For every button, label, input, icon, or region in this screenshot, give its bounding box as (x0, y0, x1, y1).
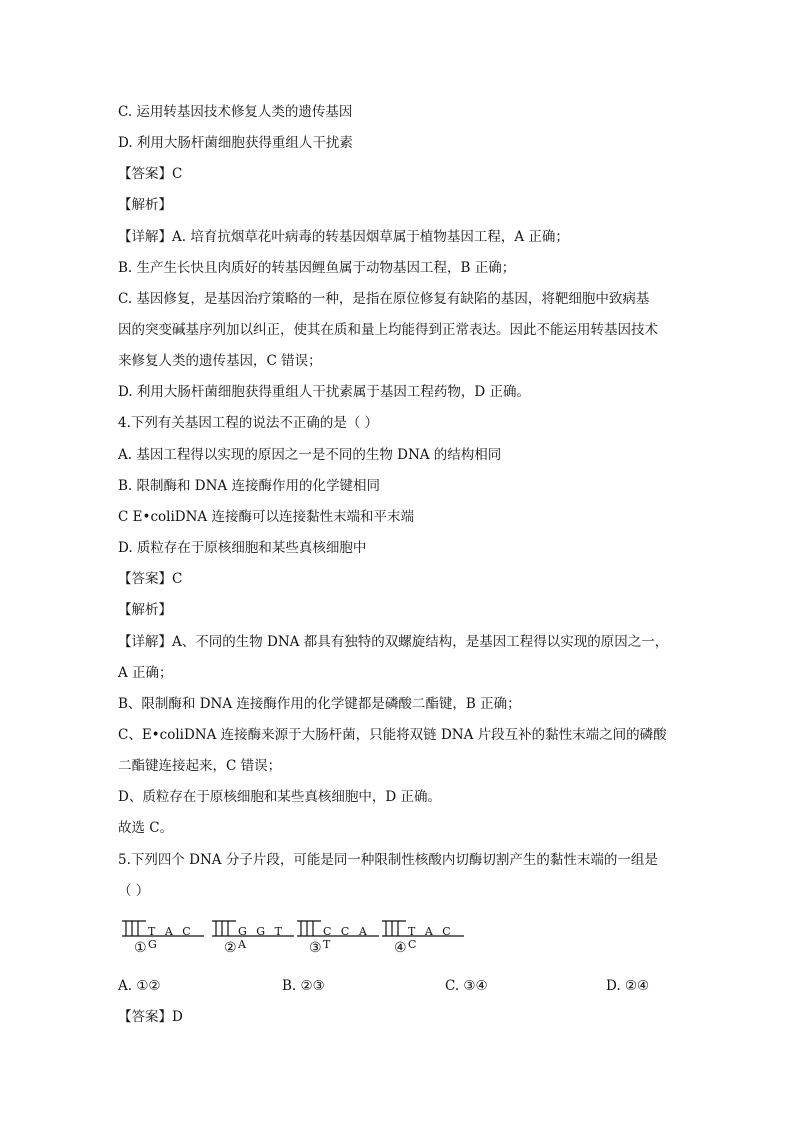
dna-fragment-1 (120, 918, 210, 960)
text-line: D. 利用大肠杆菌细胞获得重组人干扰素 (118, 135, 353, 151)
choice-a: A. ①② (118, 978, 161, 994)
dna-sequence: T A C G (148, 925, 194, 951)
dna-fragment-3 (295, 918, 385, 960)
text-line: B. 生产生长快且肉质好的转基因鲤鱼属于动物基因工程，B 正确； (118, 260, 516, 276)
text-line: 【详解】A、不同的生物 DNA 都具有独特的双螺旋结构，是基因工程得以实现的原因之一， (118, 634, 669, 650)
answer-label: 【答案】D (118, 1009, 183, 1025)
fragment-number: ① (134, 940, 147, 956)
analysis-label: 【解析】 (118, 197, 172, 213)
text-line: 因的突变碱基序列加以纠正，使其在质和量上均能得到正常表达。因此不能运用转基因技术 (118, 322, 658, 338)
text-line: 二酯键连接起来，C 错误； (118, 758, 282, 774)
text-line: C. 基因修复，是基因治疗策略的一种，是指在原位修复有缺陷的基因，将靶细胞中致病基 (118, 291, 650, 307)
text-line: 【详解】A. 培育抗烟草花叶病毒的转基因烟草属于植物基因工程，A 正确； (118, 229, 569, 245)
answer-label: 【答案】C (118, 571, 183, 587)
choice-b: B. ②③ (282, 978, 325, 994)
text-line: 故选 C。 (118, 820, 174, 836)
dna-sequence: C C A T (323, 925, 370, 951)
dna-sequence: G G T A (238, 925, 285, 951)
text-line: A 正确； (118, 665, 173, 681)
dna-fragment-2 (210, 918, 300, 960)
analysis-label: 【解析】 (118, 602, 172, 618)
fragment-number: ② (224, 940, 237, 956)
question-title: 4.下列有关基因工程的说法不正确的是（ ） (118, 415, 379, 431)
dna-fragment-4 (380, 918, 470, 960)
text-line: D. 利用大肠杆菌细胞获得重组人干扰素属于基因工程药物，D 正确。 (118, 384, 531, 400)
text-line: C、E•coliDNA 连接酶来源于大肠杆菌，只能将双链 DNA 片段互补的黏性末端之间的磷酸 (118, 727, 667, 743)
answer-label: 【答案】C (118, 166, 183, 182)
fragment-number: ③ (309, 940, 322, 956)
choice-d: D. ②④ (606, 978, 650, 994)
option-line: A. 基因工程得以实现的原因之一是不同的生物 DNA 的结构相同 (118, 447, 502, 463)
text-line: D、质粒存在于原核细胞和某些真核细胞中，D 正确。 (118, 789, 441, 805)
text-line: 来修复人类的遗传基因，C 错误； (118, 353, 322, 369)
text-line: （ ） (118, 883, 150, 899)
option-line: C E•coliDNA 连接酶可以连接黏性末端和平末端 (118, 509, 414, 525)
option-line: B. 限制酶和 DNA 连接酶作用的化学键相同 (118, 478, 380, 494)
question-title: 5.下列四个 DNA 分子片段，可能是同一种限制性核酸内切酶切割产生的黏性末端的一组是 (118, 852, 658, 868)
text-line: B、限制酶和 DNA 连接酶作用的化学键都是磷酸二酯键，B 正确； (118, 696, 521, 712)
text-line: C. 运用转基因技术修复人类的遗传基因 (118, 104, 353, 120)
fragment-number: ④ (394, 940, 407, 956)
dna-sequence: T A C C (408, 925, 454, 951)
choice-c: C. ③④ (445, 978, 488, 994)
option-line: D. 质粒存在于原核细胞和某些真核细胞中 (118, 540, 367, 556)
